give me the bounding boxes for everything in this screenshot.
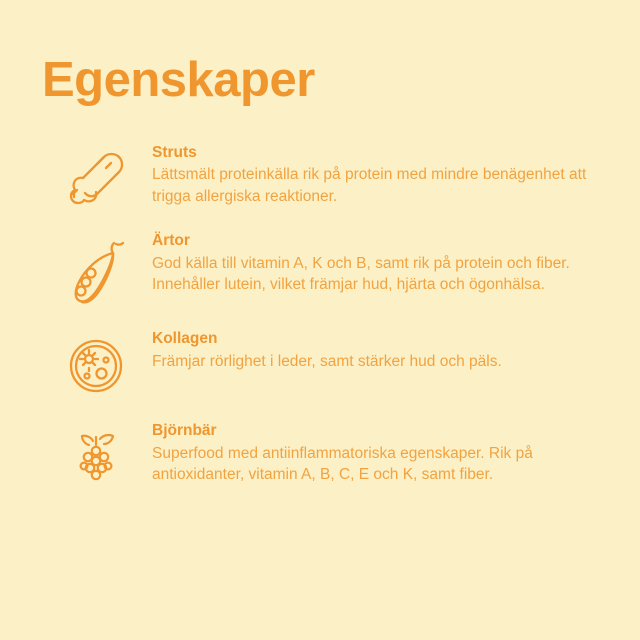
icon-container [40, 231, 152, 307]
text-container [152, 421, 600, 485]
collagen-cell-icon [65, 335, 127, 397]
item-description: Främjar rörlighet i leder, samt stärker hud och päls. [152, 352, 502, 370]
item-title: Ärtor [152, 232, 190, 250]
item-title: Björnbär [152, 422, 217, 440]
item-description: God källa till vitamin A, K och B, samt rik på protein och fiber. Innehåller lutein, vilket främjar hud, hjärta och ögonhälsa. [152, 254, 570, 293]
item-title: Struts [152, 144, 197, 161]
item-description: Lättsmält proteinkälla rik på protein med mindre benägenhet att trigga allergiska reaktioner. [152, 166, 587, 205]
list-item [40, 421, 600, 489]
text-container [152, 329, 600, 372]
list-item [40, 329, 600, 397]
icon-container [40, 329, 152, 397]
text-container [152, 231, 600, 295]
icon-container [40, 143, 152, 205]
list-item [40, 143, 600, 207]
item-title: Kollagen [152, 330, 218, 348]
list-item [40, 231, 600, 307]
text-container [152, 143, 600, 207]
page-title: Egenskaper [42, 53, 315, 107]
pea-pod-icon [64, 237, 128, 307]
item-description: Superfood med antiinflammatoriska egenskaper. Rik på antioxidanter, vitamin A, B, C, E och K, samt fiber. [152, 444, 533, 483]
ostrich-drumstick-icon [64, 149, 128, 205]
blackberry-icon [67, 427, 125, 489]
properties-list [40, 143, 600, 489]
icon-container [40, 421, 152, 489]
